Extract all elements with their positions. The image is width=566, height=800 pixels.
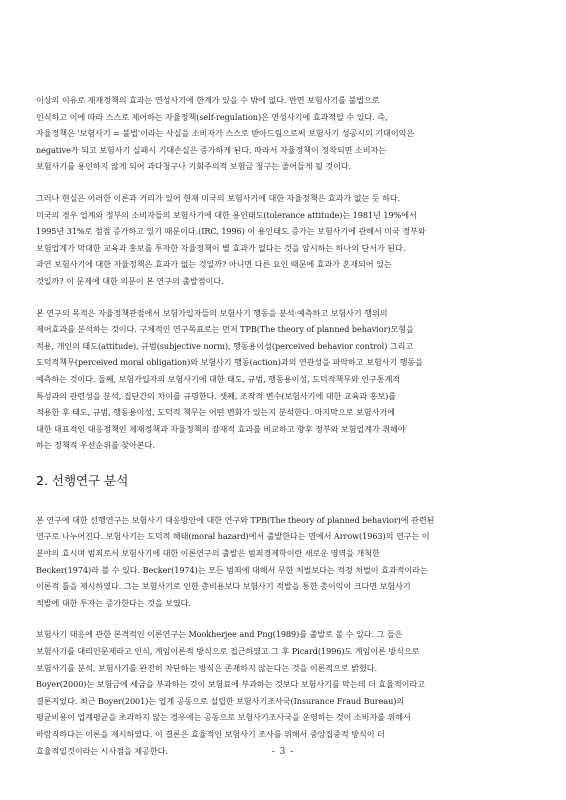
- text-line: 보험업계가 막대한 교육과 홍보를 투자한 자율정책이 별 효과가 없다는 것을 암시하는 하나의 단서가 된다.: [36, 242, 406, 253]
- text-line: 자율정책은 '보험사기 = 불법'이라는 사실을 소비자가 스스로 받아드림으로써 보험사기 성공시의 기대이익은: [36, 128, 415, 139]
- paragraph-research-purpose: [36, 305, 532, 454]
- text-line: 보험사기를 분석, 보험사기를 완전히 차단하는 방식은 존재하지 않는다는 것을 이론적으로 밝혔다.: [36, 662, 378, 673]
- text-line: 인식하고 이에 따라 스스로 제어하는 자율정책(self-regulation)은 연성사기에 효과적일 수 있다. 즉,: [36, 111, 388, 122]
- text-line: 본 연구에 대한 선행연구는 보험사기 대응방안에 대한 연구와 TPB(The theory of planned behavior)에 관련된: [36, 514, 435, 525]
- text-line: 효율적일것이라는 시사점을 제공한다.: [36, 745, 168, 756]
- text-line: 과연 보험사기에 대한 자율정책은 효과가 없는 것일까? 아니면 다른 요인 때문에 효과가 혼재되어 있는: [36, 259, 392, 270]
- paragraph-prior-research: [36, 512, 532, 612]
- text-line: 미국의 경우 업계와 정부의 소비자들의 보험사기에 대한 용인태도(tolerance attitude)는 1981년 19%에서: [36, 209, 417, 220]
- text-line: Becker(1974)라 볼 수 있다. Becker(1974)는 모든 범죄에 대해서 무한 처벌보다는 적정 처벌이 효과적이라는: [36, 564, 428, 575]
- text-line: negative가 되고 보험사기 실패시 기대손실은 증가하게 된다. 따라서 자율정책이 정착되면 소비자는: [36, 144, 387, 155]
- text-line: 이상의 이유로 제재정책의 효과는 연성사기에 한계가 있을 수 밖에 없다. 반면 보험사기를 불법으로: [36, 95, 380, 105]
- text-line: 도덕적책무(perceived moral obligation)와 보험사기 행동(action)과의 연관성을 파악하고 보험사기 행동을: [36, 357, 423, 368]
- text-line: 보험사기를 대리인문제라고 인식, 게임이론적 방식으로 접근하였고 그 후 Picard(1996)도 게임이론 방식으로: [36, 646, 420, 657]
- paragraph-reality: [36, 190, 532, 290]
- text-line: 대한 대표적인 대응정책인 제재정책과 자율정책의 잠재적 효과를 비교하고 향후 정부와 보험업계가 취해야: [36, 423, 406, 434]
- text-line: 분야의 효시며 범죄로서 보험사기에 대한 이론연구의 출발은 범죄경제학이란 새로운 영역을 개척한: [36, 548, 380, 559]
- text-line: 연구로 나누어진다. 보험사기는 도덕적 해태(moral hazard)에서 출발한다는 면에서 Arrow(1963)의 연구는 이: [36, 531, 430, 542]
- text-line: 본 연구의 목적은 자율정책관점에서 보험가입자들의 보험사기 행동을 분석·예측하고 보험사기 행위의: [36, 307, 388, 318]
- text-line: 이론적 틀을 제시하였다. 그는 보험사기로 인한 총비용보다 보험사기 적발을 통한 총이익이 크다면 보험사기: [36, 581, 411, 592]
- text-line: 하는 정책적 우선순위를 찾아본다.: [36, 440, 155, 451]
- text-line: 1995년 31%로 점점 증가하고 있기 때문이다.(IRC, 1996) 이 용인태도 증가는 보험사기에 관해서 미국 정부와: [36, 226, 426, 237]
- section-heading: 2. 선행연구 분석: [36, 472, 129, 488]
- text-line: 바람직하다는 이론을 제시하였다. 이 결론은 효율적인 보험사기 조사를 위해서 중앙집중적 방식이 더: [36, 729, 385, 739]
- text-line: 평균비용이 업계평균을 초과하지 않는 경우에는 공동으로 보험사기조사국을 운영하는 것이 소비자를 위해서: [36, 712, 411, 723]
- text-line: 보험사기 대응에 관한 본격적인 이론연구는 Mookherjee and Png(1989)를 출발로 볼 수 있다. 그 들은: [36, 629, 403, 640]
- text-line: 보험사기를 용인하지 않게 되어 과다청구나 기회주의적 보험금 청구는 줄어들게 될 것이다.: [36, 161, 352, 172]
- text-line: 것일까? 이 문제에 대한 의문이 본 연구의 출발점이다.: [36, 275, 224, 286]
- page-number: - 3 -: [271, 747, 295, 757]
- text-line: 그러나 현실은 이러한 이론과 거리가 있어 현재 미국의 보험사기에 대한 자율정책은 효과가 없는 듯 하다.: [36, 192, 401, 203]
- text-line: 적용, 개인의 태도(attitude), 규범(subjective norm), 행동용이성(perceived behavior control) 그리고: [36, 340, 414, 351]
- text-line: 제어효과를 분석하는 것이다. 구체적인 연구목표로는 먼저 TPB(The theory of planned behavior)모형을: [36, 324, 414, 335]
- text-line: 적용한 후 태도, 규범, 행동용이성, 도덕적 책무는 어떤 변화가 있는지 분석한다. 마지막으로 보험사기에: [36, 407, 395, 418]
- text-line: 특성과의 관련성을 분석, 집단간의 차이를 규명한다. 셋째, 조작적 변수(보험사기에 대한 교육과 홍보)를: [36, 390, 397, 401]
- paragraph-theoretical-research: [36, 626, 532, 759]
- text-line: Boyer(2000)는 보험금에 세금을 부과하는 것이 보험료에 부과하는 것보다 보험사기를 막는데 더 효율적이라고: [36, 679, 425, 690]
- paragraph-self-regulation: [36, 92, 532, 175]
- text-line: 예측하는 것이다. 둘째, 보험가입자의 보험사기에 대한 태도, 규범, 행동용이성, 도덕적책무와 인구통계적: [36, 373, 401, 384]
- page-body: [36, 92, 532, 774]
- text-line: 적발에 대한 투자는 증가한다는 것을 보였다.: [36, 597, 191, 608]
- text-line: 결론지었다. 최근 Boyer(2001)는 업계 공동으로 설립한 보험사기조사국(Insurance Fraud Bureau)의: [36, 695, 405, 706]
